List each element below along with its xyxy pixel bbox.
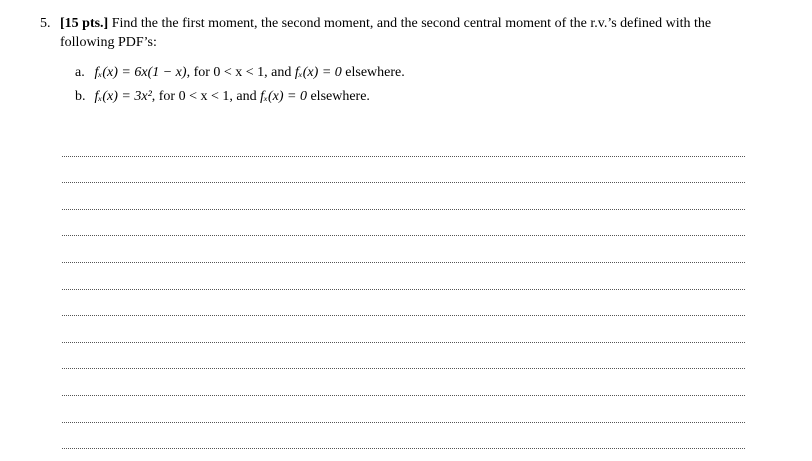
part-a	[75, 61, 405, 85]
question-text-line-2: following PDF’s:	[60, 35, 157, 50]
part-b-else-pdf: fₓ(x) = 0	[260, 89, 307, 104]
part-b-tail: elsewhere.	[306, 89, 370, 104]
part-b	[75, 85, 405, 109]
part-b-pdf: fₓ(x) = 3x²	[94, 89, 152, 104]
answer-line[interactable]	[62, 157, 745, 184]
question-number: 5.	[40, 16, 51, 31]
question-parts	[75, 61, 405, 109]
part-a-tail: elsewhere.	[341, 65, 405, 80]
answer-line[interactable]	[62, 130, 745, 157]
part-b-condition: , for 0 < x < 1, and	[151, 89, 261, 104]
part-a-letter: a.	[75, 65, 85, 80]
answer-line[interactable]	[62, 290, 745, 317]
answer-area[interactable]	[62, 130, 745, 449]
answer-line[interactable]	[62, 343, 745, 370]
question-5	[40, 14, 760, 52]
question-text-line-1: Find the the first moment, the second moment, and the second central moment of the r.v.’s defined with the	[111, 16, 712, 31]
answer-line[interactable]	[62, 369, 745, 396]
part-a-condition: , for 0 < x < 1, and	[186, 65, 295, 80]
answer-line[interactable]	[62, 183, 745, 210]
part-a-else-pdf: fₓ(x) = 0	[294, 65, 342, 80]
question-first-line	[40, 14, 760, 33]
answer-line[interactable]	[62, 316, 745, 343]
answer-line[interactable]	[62, 210, 745, 237]
answer-line[interactable]	[62, 423, 745, 450]
answer-line[interactable]	[62, 396, 745, 423]
answer-line[interactable]	[62, 263, 745, 290]
part-a-pdf: fₓ(x) = 6x(1 − x)	[94, 65, 187, 80]
part-b-letter: b.	[75, 89, 86, 104]
question-points: [15 pts.]	[60, 16, 109, 31]
answer-line[interactable]	[62, 236, 745, 263]
